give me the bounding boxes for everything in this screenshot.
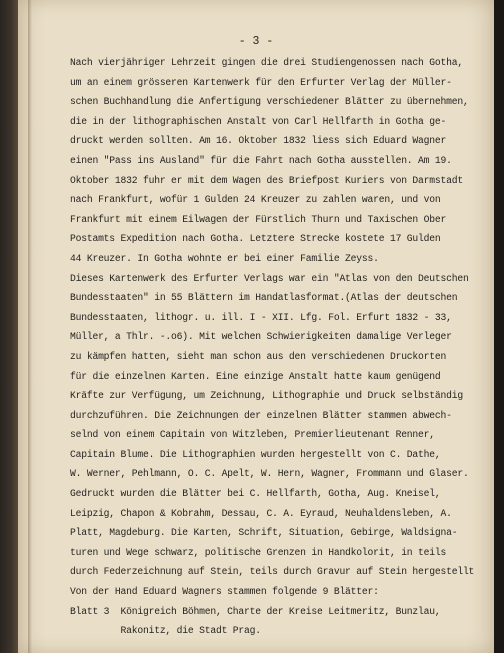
document-page [18,0,494,653]
text-line: durch Federzeichnung auf Stein, teils durch Gravur auf Stein hergestellt [70,566,475,578]
text-line: einen "Pass ins Ausland" für die Fahrt nach Gotha ausstellen. Am 19. [70,154,452,166]
text-line: durchzuführen. Die Zeichnungen der einzelnen Blätter stammen abwech- [70,409,452,421]
text-line: druckt werden sollten. Am 16. Oktober 1832 liess sich Eduard Wagner [70,135,447,147]
text-line: Müller, a Thlr. -.o6). Mit welchen Schwierigkeiten damalige Verleger [70,331,452,343]
text-line: Postamts Expedition nach Gotha. Letztere Strecke kostete 17 Gulden [70,233,441,245]
text-line: Rakonitz, die Stadt Prag. [70,625,261,637]
text-line: Nach vierjähriger Lehrzeit gingen die drei Studiengenossen nach Gotha, [70,57,463,68]
text-line: Platt, Magdeburg. Die Karten, Schrift, Situation, Gebirge, Waldsigna- [70,527,458,539]
text-line: Capitain Blume. Die Lithographien wurden hergestellt von C. Dathe, [70,448,441,460]
scanner-right-edge [494,0,504,653]
text-line: Bundesstaaten" in 55 Blättern im Handatlasformat.(Atlas der deutschen [70,292,458,304]
page-fold-shadow [28,0,32,653]
text-line: Kräfte zur Verfügung, um Zeichnung, Lithographie und Druck selbständig [70,390,463,402]
text-line: selnd von einem Capitain von Witzleben, Premierlieutenant Renner, [70,429,435,441]
text-line: Blatt 3 Königreich Böhmen, Charte der Kreise Leitmeritz, Bunzlau, [70,605,441,617]
body-text [70,53,490,641]
text-line: turen und Wege schwarz, politische Grenzen in Handkolorit, in teils [70,546,447,558]
text-line: Von der Hand Eduard Wagners stammen folgende 9 Blätter: [70,586,379,598]
text-line: W. Werner, Pehlmann, O. C. Apelt, W. Hern, Wagner, Frommann und Glaser. [70,468,469,480]
text-line: Dieses Kartenwerk des Erfurter Verlags war ein "Atlas von den Deutschen [70,272,469,284]
page-number: - 3 - [238,35,274,48]
text-line: Gedruckt wurden die Blätter bei C. Hellfarth, Gotha, Aug. Kneisel, [70,488,441,500]
text-line: für die einzelnen Karten. Eine einzige Anstalt hatte kaum genügend [70,370,441,382]
text-line: 44 Kreuzer. In Gotha wohnte er bei einer Familie Zeyss. [70,252,379,264]
text-line: die in der lithographischen Anstalt von Carl Hellfarth in Gotha ge- [70,115,447,127]
text-line: um an einem grösseren Kartenwerk für den Erfurter Verlag der Müller- [70,76,452,88]
text-line: schen Buchhandlung die Anfertigung verschiedener Blätter zu übernehmen, [70,96,469,108]
text-line: Bundesstaaten, lithogr. u. ill. I - XII. Lfg. Fol. Erfurt 1832 - 33, [70,311,452,323]
text-line: Leipzig, Chapon & Kobrahm, Dessau, C. A. Eyraud, Neuhaldensleben, A. [70,507,452,519]
text-line: Frankfurt mit einem Eilwagen der Fürstlich Thurn und Taxischen Ober [70,213,447,225]
scanner-left-edge [0,0,18,653]
text-line: zu kämpfen hatten, sieht man schon aus den verschiedenen Druckorten [70,350,447,362]
text-line: Oktober 1832 fuhr er mit dem Wagen des Briefpost Kuriers von Darmstadt [70,174,463,186]
text-line: nach Frankfurt, wofür 1 Gulden 24 Kreuzer zu zahlen waren, und von [70,194,441,206]
